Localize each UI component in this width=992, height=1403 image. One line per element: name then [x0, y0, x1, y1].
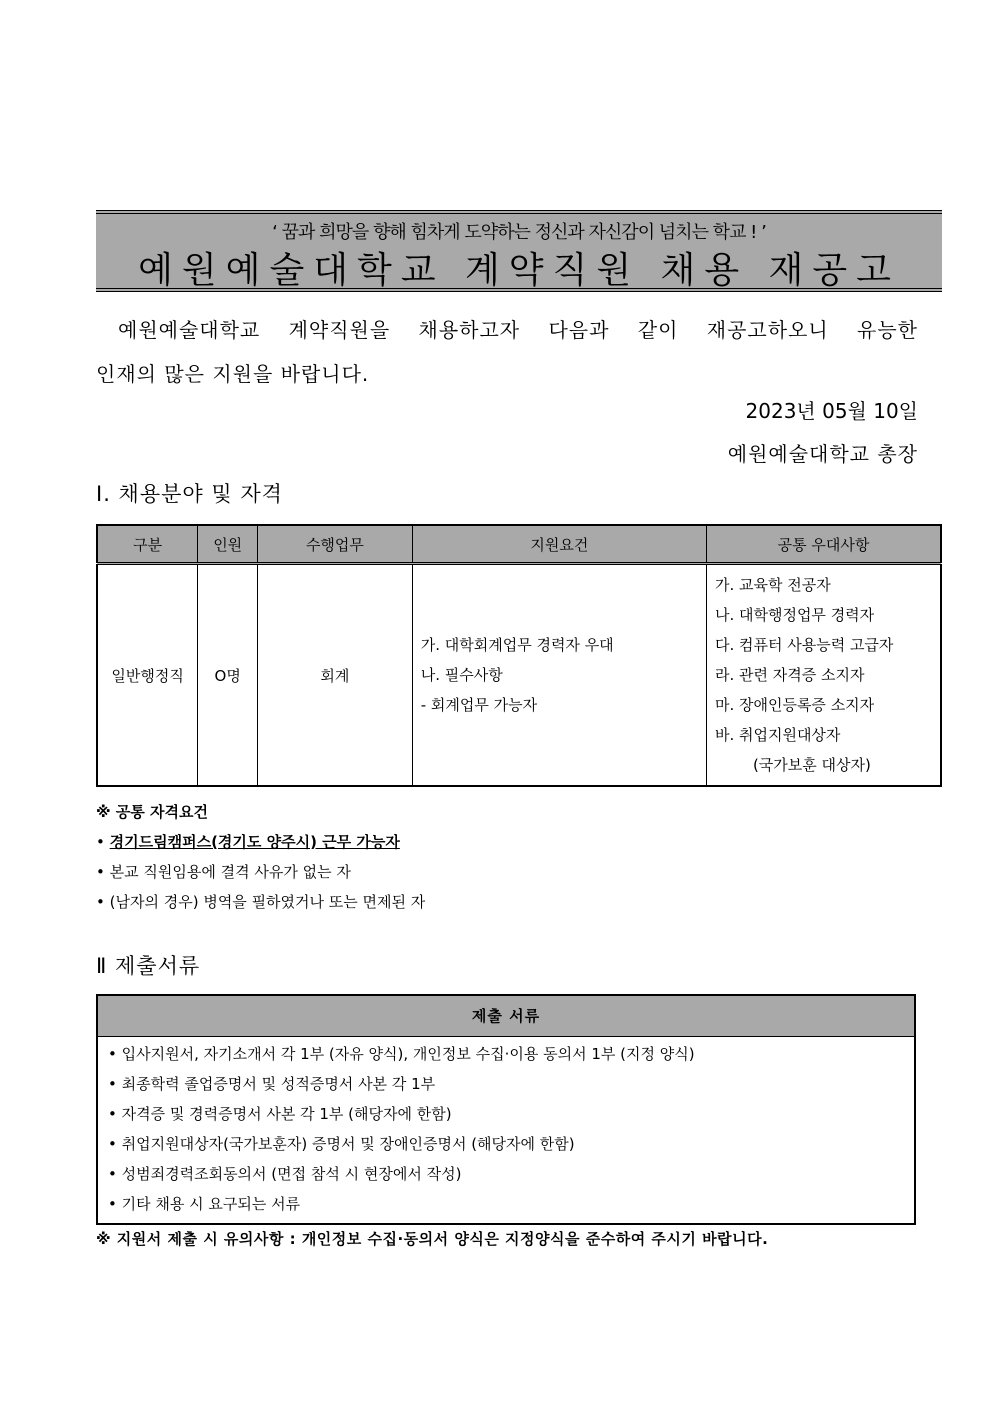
bullet-icon: • — [108, 1135, 117, 1153]
cell-preferences — [706, 564, 941, 787]
preference-item: 라. 관련 자격증 소지자 — [714, 666, 865, 684]
bullet-icon: • — [96, 863, 105, 881]
header-category: 구분 — [97, 525, 198, 564]
list-item — [108, 1099, 914, 1129]
list-item — [108, 1189, 914, 1219]
preference-item: (국가보훈 대상자) — [752, 756, 871, 774]
document-text: 자격증 및 경력증명서 사본 각 1부 (해당자에 한함) — [121, 1105, 452, 1123]
bullet-icon: • — [108, 1105, 117, 1123]
table-row — [97, 564, 941, 787]
preference-item: 바. 취업지원대상자 — [714, 726, 841, 744]
cell-count: O명 — [198, 564, 258, 787]
bullet-icon: • — [108, 1075, 117, 1093]
submission-footnote: ※ 지원서 제출 시 유의사항 : 개인정보 수집·동의서 양식은 지정양식을 준수하여 주시기 바랍니다. — [96, 1230, 769, 1248]
preference-item: 마. 장애인등록증 소지자 — [714, 696, 875, 714]
bullet-icon: • — [108, 1165, 117, 1183]
requirement-item: 가. 대학회계업무 경력자 우대 — [420, 636, 614, 654]
slogan: ‘ 꿈과 희망을 향해 힘차게 도약하는 정신과 자신감이 넘치는 학교 ! ’ — [272, 222, 766, 243]
list-item — [96, 827, 425, 857]
header-preferences: 공통 우대사항 — [706, 525, 941, 564]
table-header-row — [97, 525, 941, 564]
bullet-icon: • — [108, 1045, 117, 1063]
intro-line-1: 예원예술대학교 계약직원을 채용하고자 다음과 같이 재공고하오니 유능한 — [118, 318, 918, 342]
signer: 예원예술대학교 총장 — [727, 442, 918, 466]
list-item — [108, 1129, 914, 1159]
document-text: 기타 채용 시 요구되는 서류 — [121, 1195, 301, 1213]
cell-category: 일반행정직 — [97, 564, 198, 787]
announcement-date: 2023년 05월 10일 — [745, 399, 918, 423]
list-item — [96, 887, 425, 917]
section-2-heading: Ⅱ 제출서류 — [96, 954, 201, 978]
qualification-text: (남자의 경우) 병역을 필하였거나 또는 면제된 자 — [109, 893, 426, 911]
documents-list — [98, 1037, 914, 1223]
document-text: 입사지원서, 자기소개서 각 1부 (자유 양식), 개인정보 수집·이용 동의서 1부 (지정 양식) — [121, 1045, 695, 1063]
qualifications-title: ※ 공통 자격요건 — [96, 803, 208, 821]
documents-header: 제출 서류 — [98, 996, 914, 1037]
bullet-icon: • — [96, 833, 105, 851]
header-count: 인원 — [198, 525, 258, 564]
requirement-item: - 회계업무 가능자 — [420, 696, 538, 714]
section-1-heading: Ⅰ. 채용분야 및 자격 — [96, 482, 283, 506]
cell-duty: 회계 — [258, 564, 413, 787]
intro-line-2: 인재의 많은 지원을 바랍니다. — [96, 362, 370, 386]
page-title: 예원예술대학교 계약직원 채용 재공고 — [138, 250, 900, 291]
preference-item: 나. 대학행정업무 경력자 — [714, 606, 875, 624]
common-qualifications — [96, 797, 425, 917]
recruitment-table — [96, 524, 942, 787]
document-text: 취업지원대상자(국가보훈자) 증명서 및 장애인증명서 (해당자에 한함) — [121, 1135, 575, 1153]
list-item — [108, 1159, 914, 1189]
documents-table — [96, 994, 916, 1225]
cell-requirements — [412, 564, 706, 787]
list-item — [108, 1069, 914, 1099]
preference-item: 가. 교육학 전공자 — [714, 576, 831, 594]
document-text: 성범죄경력조회동의서 (면접 참석 시 현장에서 작성) — [121, 1165, 462, 1183]
header-duty: 수행업무 — [258, 525, 413, 564]
list-item — [108, 1039, 914, 1069]
preference-item: 다. 컴퓨터 사용능력 고급자 — [714, 636, 894, 654]
header-requirements: 지원요건 — [412, 525, 706, 564]
intro-paragraph — [96, 308, 918, 396]
list-item — [96, 857, 425, 887]
qualification-text: 경기드림캠퍼스(경기도 양주시) 근무 가능자 — [109, 833, 400, 851]
title-banner — [96, 210, 942, 292]
requirement-item: 나. 필수사항 — [420, 666, 503, 684]
bullet-icon: • — [108, 1195, 117, 1213]
qualification-text: 본교 직원임용에 결격 사유가 없는 자 — [109, 863, 351, 881]
bullet-icon: • — [96, 893, 105, 911]
document-text: 최종학력 졸업증명서 및 성적증명서 사본 각 1부 — [121, 1075, 436, 1093]
